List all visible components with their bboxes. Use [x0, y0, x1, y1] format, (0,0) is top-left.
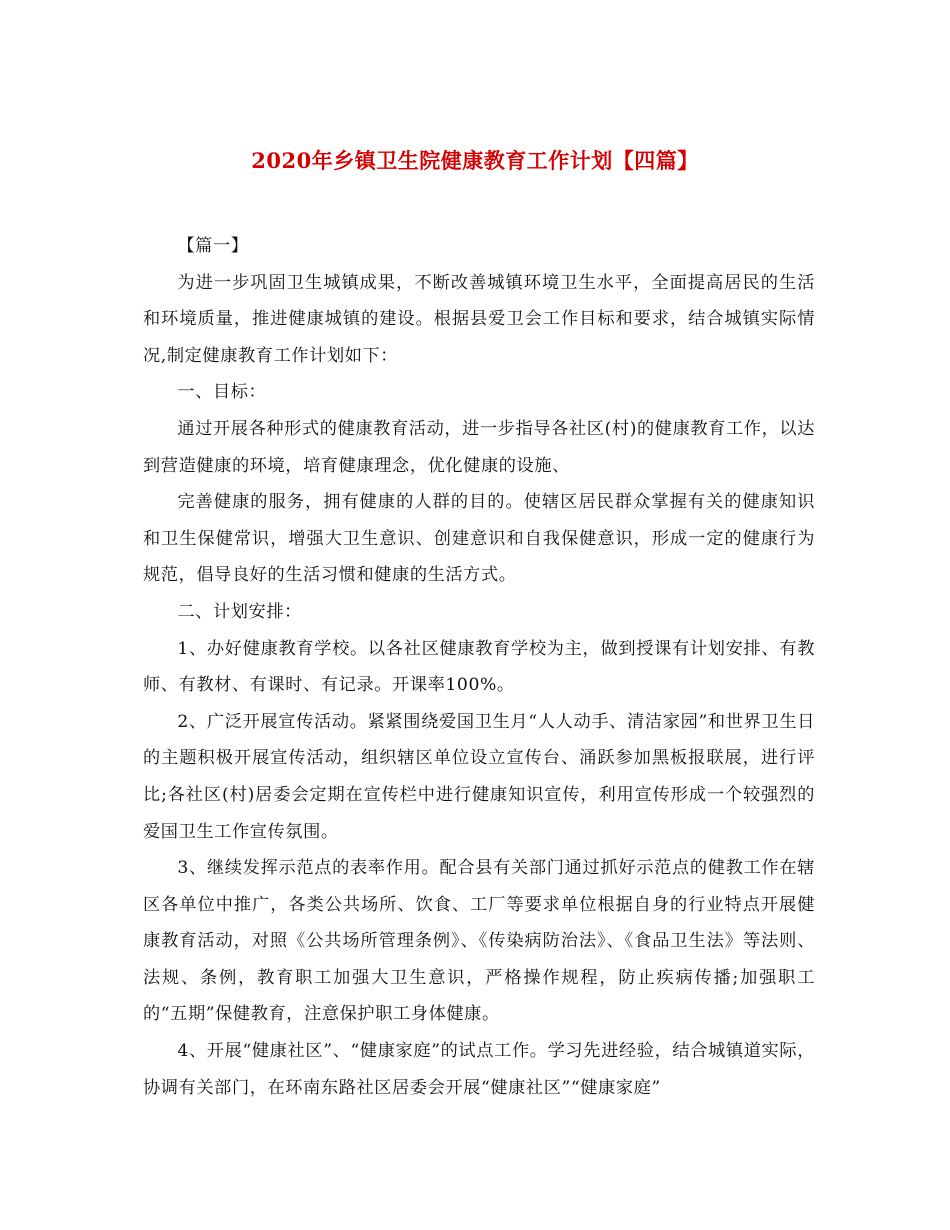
document-title: 2020年乡镇卫生院健康教育工作计划【四篇】: [251, 148, 699, 173]
plan-item-3: 3、继续发挥示范点的表率作用。配合县有关部门通过抓好示范点的健教工作在辖区各单位中推广，各类公共场所、饮食、工厂等要求单位根据自身的行业特点开展健康教育活动，对照《公共场所管理条例》、《传染病防治法》、《食品卫生法》等法则、法规、条例，教育职工加强大卫生意识，严格操作规程，防止疾病传播;加强职工的“五期”保健教育，注意保护职工身体健康。: [143, 858, 815, 1025]
plan-item-2: 2、广泛开展宣传活动。紧紧围绕爱国卫生月“人人动手、清洁家园”和世界卫生日的主题积极开展宣传活动，组织辖区单位设立宣传台、涌跃参加黑板报联展，进行评比;各社区(村)居委会定期在宣传栏中进行健康知识宣传，利用宣传形成一个较强烈的爱国卫生工作宣传氛围。: [143, 711, 815, 842]
plan-item-1: 1、办好健康教育学校。以各社区健康教育学校为主，做到授课有计划安排、有教师、有教材、有课时、有记录。开课率100%。: [143, 638, 815, 696]
document-body: [143, 228, 815, 1106]
plan-item-4: 4、开展“健康社区”、“健康家庭”的试点工作。学习先进经验，结合城镇道实际，协调有关部门，在环南东路社区居委会开展“健康社区”“健康家庭”: [143, 1041, 815, 1098]
goals-paragraph-1: 通过开展各种形式的健康教育活动，进一步指导各社区(村)的健康教育工作，以达到营造健康的环境，培育健康理念，优化健康的设施、: [143, 418, 815, 476]
heading-goals: 一、目标：: [177, 382, 267, 403]
goals-paragraph-2: 完善健康的服务，拥有健康的人群的目的。使辖区居民群众掌握有关的健康知识和卫生保健常识，增强大卫生意识、创建意识和自我保健意识，形成一定的健康行为规范，倡导良好的生活习惯和健康的生活方式。: [143, 492, 815, 586]
section-heading-part-one: 【篇一】: [177, 236, 249, 256]
heading-plan: 二、计划安排：: [177, 601, 302, 622]
intro-paragraph: 为进一步巩固卫生城镇成果，不断改善城镇环境卫生水平，全面提高居民的生活和环境质量，推进健康城镇的建设。根据县爱卫会工作目标和要求，结合城镇实际情况,制定健康教育工作计划如下：: [143, 272, 815, 366]
